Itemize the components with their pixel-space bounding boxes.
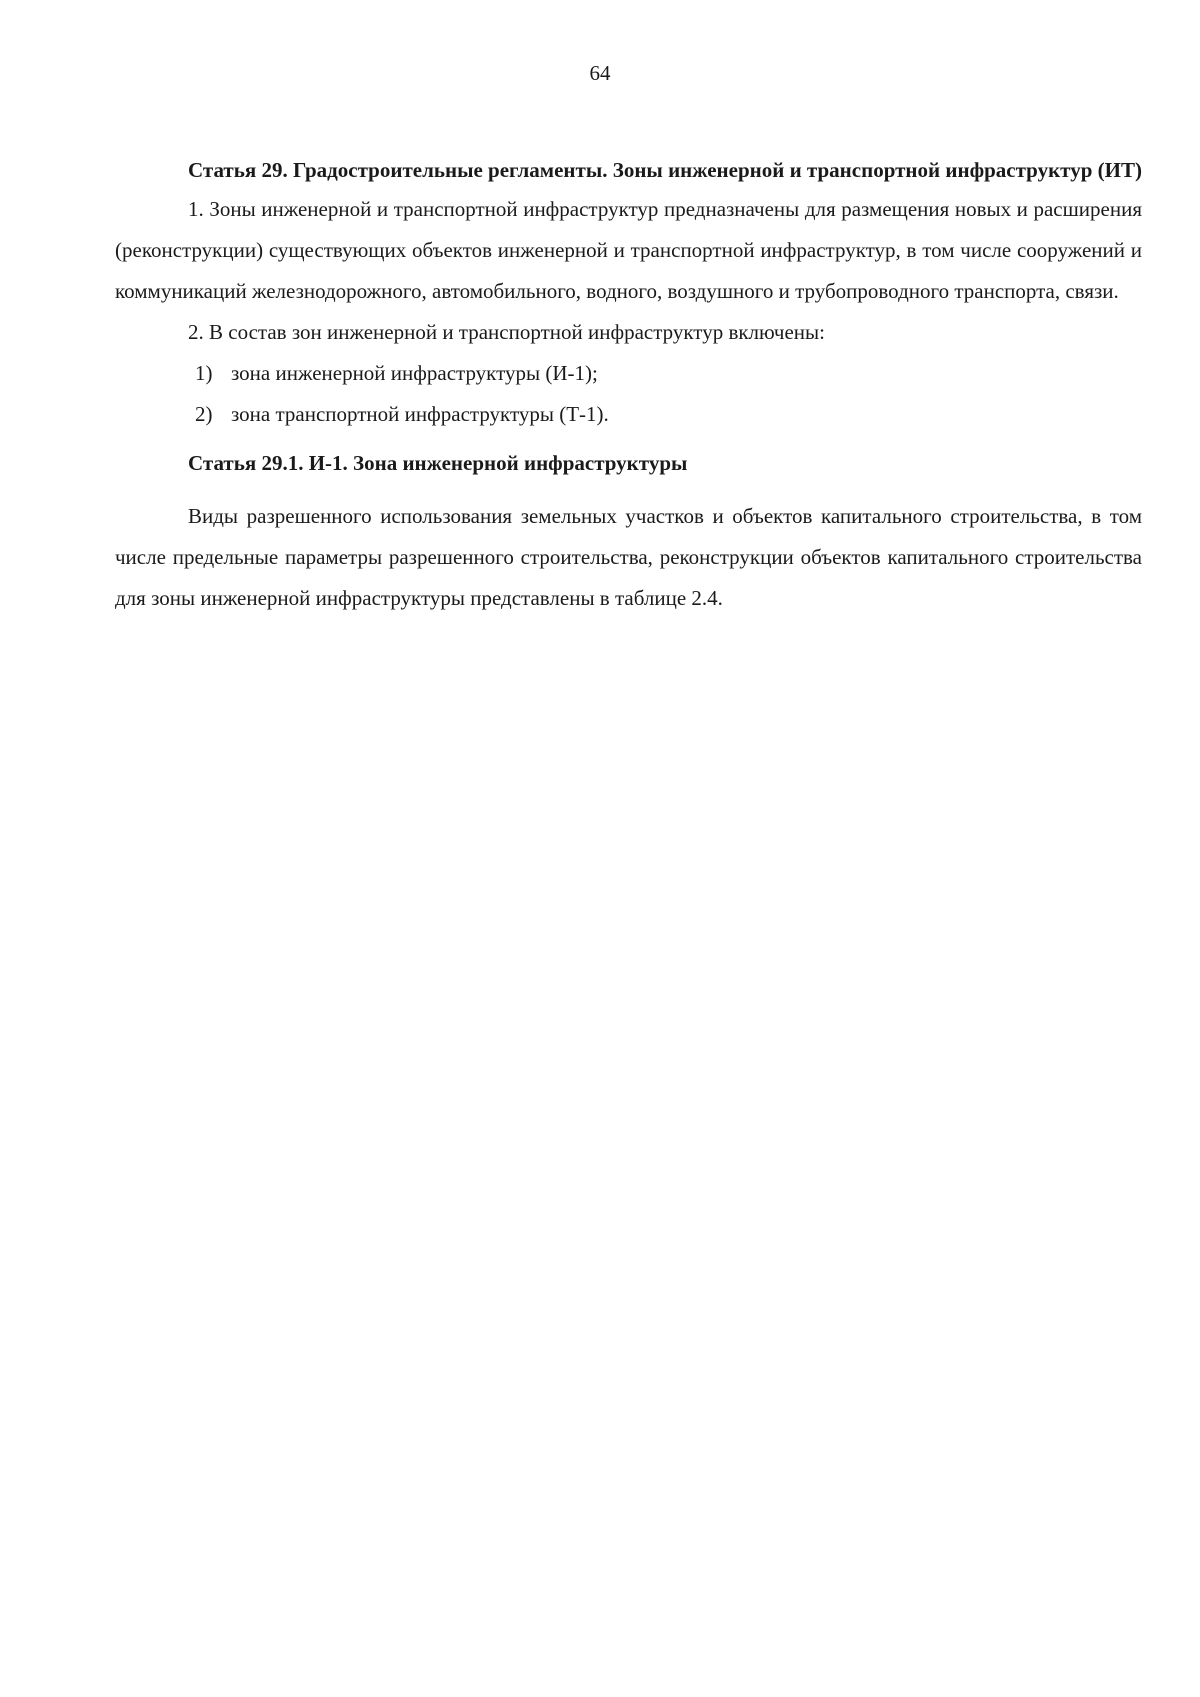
article-heading: Статья 29. Градостроительные регламенты. Зоны инженерной и транспортной инфраструктур (ИТ): [188, 158, 1142, 182]
paragraph-1: 1. Зоны инженерной и транспортной инфраструктур предназначены для размещения новых и расширения (реконструкции) существующих объектов инженерной и транспортной инфраструктур, в том числе сооружений и коммуникаций железнодорожного, автомобильного, водного, воздушного и трубопроводного транспорта, связи.: [115, 197, 1142, 303]
document-body: [115, 155, 1142, 619]
page-number: 64: [589, 61, 611, 85]
list-item-number: 2): [195, 402, 213, 426]
paragraph-2: 2. В состав зон инженерной и транспортной инфраструктур включены:: [188, 320, 825, 344]
list-item-text: зона транспортной инфраструктуры (Т-1).: [231, 402, 609, 426]
list-item-text: зона инженерной инфраструктуры (И-1);: [231, 361, 598, 385]
section-subheading: Статья 29.1. И-1. Зона инженерной инфраструктуры: [188, 451, 688, 475]
list-item: [115, 394, 1142, 435]
paragraph-3: Виды разрешенного использования земельных участков и объектов капитального строительства, в том числе предельные параметры разрешенного строительства, реконструкции объектов капитального строительства для зоны инженерной инфраструктуры представлены в таблице 2.4.: [115, 504, 1142, 610]
list-item: [115, 353, 1142, 394]
list-item-number: 1): [195, 361, 213, 385]
